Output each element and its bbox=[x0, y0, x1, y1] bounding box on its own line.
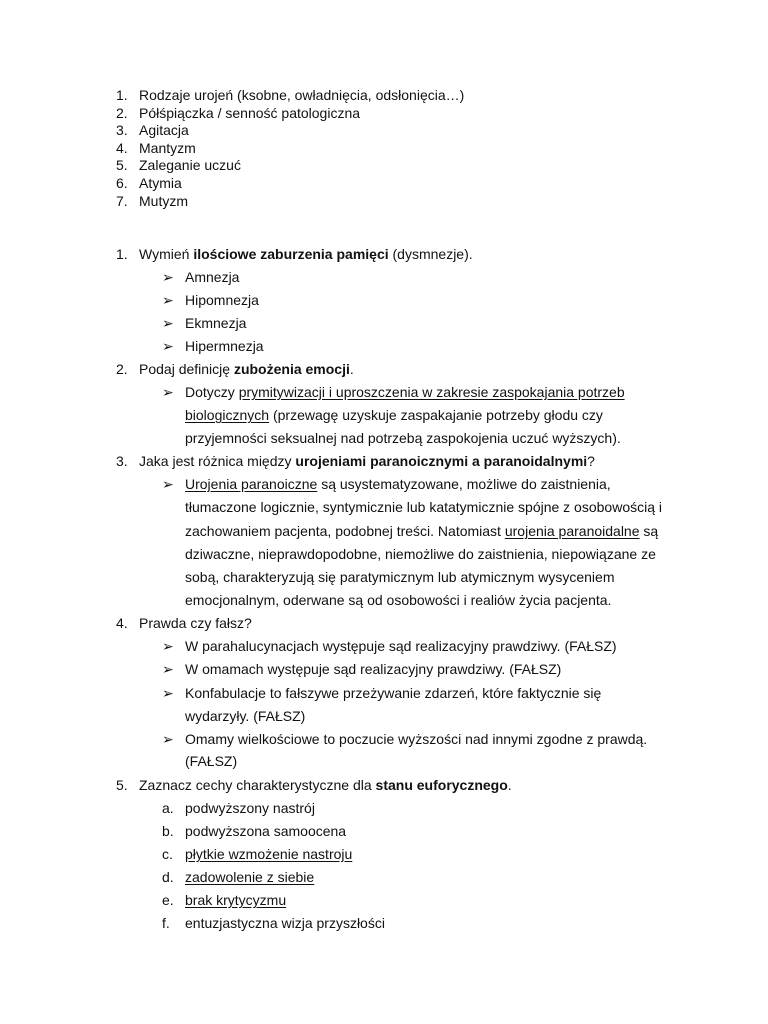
question-text: Podaj definicję zubożenia emocji. bbox=[139, 361, 354, 377]
list1-text: Mantyzm bbox=[139, 140, 196, 156]
answer-text: tłumaczone logicznie, syntymicznie lub katatymicznie spójne z osobowością i bbox=[185, 499, 662, 515]
list1-text: Półśpiączka / senność patologiczna bbox=[139, 105, 361, 121]
question-text: Jaka jest różnica między urojeniami paranoicznymi a paranoidalnymi? bbox=[139, 453, 595, 469]
item-text: podwyższony nastrój bbox=[185, 800, 315, 816]
bullet-text: Amnezja bbox=[185, 269, 240, 285]
item-letter: f. bbox=[162, 915, 170, 931]
bullet-text: (FAŁSZ) bbox=[185, 753, 238, 769]
bullet-text: Ekmnezja bbox=[185, 315, 247, 331]
bullet-text: wydarzyły. (FAŁSZ) bbox=[185, 708, 306, 724]
list1-text: Mutyzm bbox=[139, 193, 188, 209]
answer-text: przyjemności seksualnej nad potrzebą zaspokojenia uczuć wyższych). bbox=[185, 430, 621, 446]
bullet-text: Hipomnezja bbox=[185, 292, 259, 308]
arrow-bullet-icon: ➢ bbox=[162, 315, 174, 331]
list1-text: Rodzaje urojeń (ksobne, owładnięcia, odsłonięcia…) bbox=[139, 87, 465, 103]
list1-number: 1. bbox=[116, 87, 128, 103]
answer-text: emocjonalnym, oderwane są od osobowości i realiów życia pacjenta. bbox=[185, 592, 612, 608]
item-letter: c. bbox=[162, 846, 173, 862]
answer-text: Dotyczy prymitywizacji i uproszczenia w zakresie zaspokajania potrzeb bbox=[185, 384, 625, 400]
question-number: 5. bbox=[116, 777, 128, 793]
list1-text: Zaleganie uczuć bbox=[139, 157, 241, 173]
item-text: entuzjastyczna wizja przyszłości bbox=[185, 915, 385, 931]
answer-text: Urojenia paranoiczne są usystematyzowane, możliwe do zaistnienia, bbox=[185, 476, 611, 492]
list1-number: 5. bbox=[116, 157, 128, 173]
question-number: 2. bbox=[116, 361, 128, 377]
answer-text: sobą, charakteryzują się paratymicznym lub atymicznym wysyceniem bbox=[185, 569, 615, 585]
arrow-bullet-icon: ➢ bbox=[162, 638, 174, 654]
arrow-bullet-icon: ➢ bbox=[162, 384, 174, 400]
item-text: podwyższona samoocena bbox=[185, 823, 347, 839]
item-text: brak krytycyzmu bbox=[185, 892, 287, 908]
item-letter: b. bbox=[162, 823, 174, 839]
arrow-bullet-icon: ➢ bbox=[162, 685, 174, 701]
item-text: zadowolenie z siebie bbox=[185, 869, 315, 885]
list1-number: 2. bbox=[116, 105, 128, 121]
arrow-bullet-icon: ➢ bbox=[162, 731, 174, 747]
list1-number: 4. bbox=[116, 140, 128, 156]
list1-text: Atymia bbox=[139, 175, 182, 191]
question-number: 4. bbox=[116, 615, 128, 631]
item-text: płytkie wzmożenie nastroju bbox=[185, 846, 353, 862]
list1-number: 3. bbox=[116, 122, 128, 138]
item-letter: e. bbox=[162, 892, 174, 908]
question-number: 3. bbox=[116, 453, 128, 469]
arrow-bullet-icon: ➢ bbox=[162, 476, 174, 492]
bullet-text: Omamy wielkościowe to poczucie wyższości nad innymi zgodne z prawdą. bbox=[185, 731, 648, 747]
question-text: Zaznacz cechy charakterystyczne dla stanu euforycznego. bbox=[139, 777, 512, 793]
list1-number: 6. bbox=[116, 175, 128, 191]
item-letter: a. bbox=[162, 800, 174, 816]
question-text: Wymień ilościowe zaburzenia pamięci (dysmnezje). bbox=[139, 246, 473, 262]
answer-text: zachowaniem pacjenta, podobnej treści. Natomiast urojenia paranoidalne są bbox=[185, 523, 659, 539]
bullet-text: Hipermnezja bbox=[185, 338, 264, 354]
arrow-bullet-icon: ➢ bbox=[162, 661, 174, 677]
arrow-bullet-icon: ➢ bbox=[162, 338, 174, 354]
answer-text: biologicznych (przewagę uzyskuje zaspakajanie potrzeby głodu czy bbox=[185, 407, 603, 423]
bullet-text: W omamach występuje sąd realizacyjny prawdziwy. (FAŁSZ) bbox=[185, 661, 562, 677]
answer-text: dziwaczne, nieprawdopodobne, niemożliwe do zaistnienia, niepowiązane ze bbox=[185, 546, 656, 562]
arrow-bullet-icon: ➢ bbox=[162, 269, 174, 285]
list1-number: 7. bbox=[116, 193, 128, 209]
bullet-text: Konfabulacje to fałszywe przeżywanie zdarzeń, które faktycznie się bbox=[185, 685, 602, 701]
question-text: Prawda czy fałsz? bbox=[139, 615, 252, 631]
list1-text: Agitacja bbox=[139, 122, 189, 138]
question-number: 1. bbox=[116, 246, 128, 262]
item-letter: d. bbox=[162, 869, 174, 885]
bullet-text: W parahalucynacjach występuje sąd realizacyjny prawdziwy. (FAŁSZ) bbox=[185, 638, 617, 654]
arrow-bullet-icon: ➢ bbox=[162, 292, 174, 308]
